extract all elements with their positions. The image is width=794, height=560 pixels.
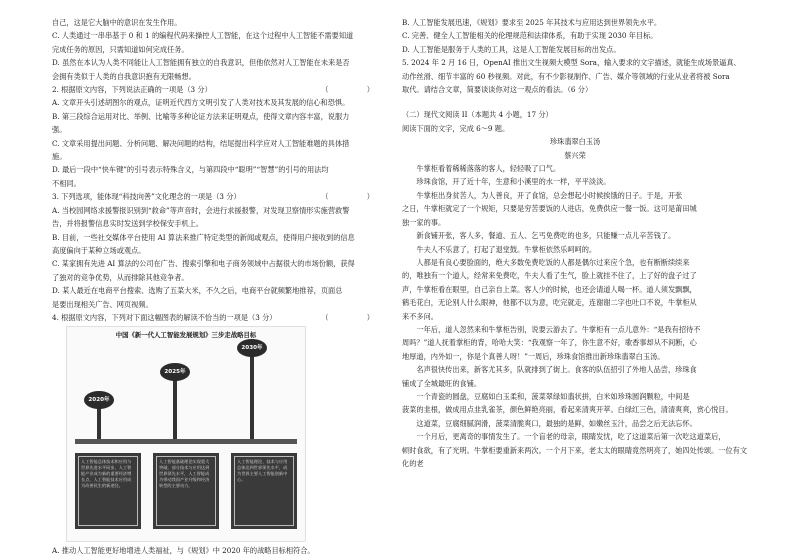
text-line: 自己，这是它大脑中的意识在发生作用。 [52,18,182,27]
option-line: C. 某家拥有先进 AI 算法的公司在广告、搜索引擎和电子商务领域中占据很大的市场份额，获得 [52,259,355,269]
option-line: 高度偏向于某种立场或观点。 [52,245,146,255]
story-line: 的，唯独有一个道人，经常来免费吃，牛夫人看了生气，脸上就挂不住了，上了好的盘子过了 [402,271,697,281]
option-line: A. 推动人工智能更好地增进人类福祉，与《规划》中 2020 年的战略目标相符合。 [52,546,315,556]
answer-paren: （ ） [321,312,382,322]
year-badge-2020: 2020年 [84,391,114,409]
question-5-line: 动作丝滑、细节丰富的 60 秒视频。对此，有不少影视制作、广告、媒介等领域的行业从业者将被 Sora [402,71,730,81]
story-line: 之日，牛掌柜就定了一个规矩，只要是穷苦要饭的人进店，免费供应一餐一饭。这可是莆田城 [402,204,697,214]
story-line: 名声很快传出来，新客尤其多，队就排到了街上。食客的队伍招引了外地人品尝，珍珠食 [416,365,697,375]
right-column [402,16,748,470]
timeline-base [75,439,297,444]
story-line: 来不多问。 [402,311,438,321]
story-line: 鹤毛花白，无论别人什么眼神，他都不以为意，吃完就走，连谢谢二字也吐口不说，牛掌柜从 [402,298,697,308]
pole-2030 [250,349,254,441]
goal-box-2030: 人工智能理论、技术与应用总体达到世界领先水平，成为世界主要人工智能创新中心。 [231,453,297,529]
option-line: D. 人工智能是服务于人类的工具，这是人工智能发展目标的出发点。 [402,44,621,54]
left-column [52,16,392,558]
story-line: 铺成了全城最旺的食铺。 [402,378,482,388]
story-line: 珍珠食馆，开了近十年，生意和小溪里的水一样，平平淡淡。 [416,177,611,187]
figure-title: 中国《新一代人工智能发展规划》三步走战略目标 [115,331,257,340]
option-line: B. 目前，一些社交媒体平台使用 AI 算法来推广特定类型的新闻或观点，使得用户接收到的信息 [52,232,355,242]
story-line: 独一家的事。 [402,217,446,227]
option-line: 不相同。 [52,178,81,188]
goal-box-2020: 人工智能总体技术和应用与世界先进水平同步，人工智能产业成为新的重要经济增长点，人工智能技术应用成为改善民生的新途径。 [75,453,141,529]
text-line: C. 人类通过一串串基于 0 和 1 的编程代码来操控人工智能，在这个过程中人工智能不需要知道 [52,31,354,41]
option-line: C. 完善、健全人工智能相关的伦理规范和法律体系，有助于实现 2030 年目标。 [402,31,658,41]
year-badge-2030: 2030年 [237,339,267,357]
text-line: 完成任务的原因，只需知道如何完成任务。 [52,44,189,54]
story-author: 蔡兴荣 [564,150,586,160]
text-line: D. 虽然在本认为人类不同能让人工智能拥有独立的自我意识，但他依然对人工智能在未来是否 [52,58,350,68]
answer-paren: （ ） [321,192,382,202]
section-heading: （二）现代文阅读 II（本题共 4 小题，17 分） [402,110,553,120]
option-line: 强。 [52,125,67,135]
pole-2025 [173,373,177,441]
story-line: 一年后，道人忽然来和牛掌柜告别，说要云游去了。牛掌柜有一点儿意外：“是我有招待不 [416,324,701,334]
goal-box-2025: 人工智能基础理论实现重大突破，部分技术与应用达到世界领先水平，人工智能成为带动我国产业升级和经济转型的主要动力。 [153,453,219,529]
year-badge-2025: 2025年 [160,363,190,381]
story-line: 一个月后，更离奇的事情发生了。一个盲老的母亲，眼睛发忧，吃了这道菜后第一次吃这道菜后， [416,432,726,442]
question-5-line: 取代。请结合文章，简要谈谈你对这一观点的看法。（6 分） [402,85,593,95]
story-line: 菠菜的韭根，做成用点韭乳雀茶，颜色鲜艳亮丽，看起来清爽开萃。白绿红三色，清清爽爽，赏心悦目。 [402,405,733,415]
story-line: 牛掌柜出身贫苦人，为人善良，开了食馆，总会想起小时候挨饿的日子。于是，开张 [416,190,683,200]
text-line: 会拥有类似于人类的自我意识抱有无限畅想。 [52,71,196,81]
option-line: 是要出现相关广告、网页视频。 [52,299,153,309]
strategy-figure [66,326,306,542]
story-line: 牛掌柜看着稀稀落落的客人，轻轻吸了口气。 [416,164,561,174]
story-line: 周吗？”道人抚着掌柜的背，哈哈大笑：“我观察一年了，你生意不好，歌香事却从不间断，心 [402,338,697,348]
answer-paren: （ ） [321,85,382,95]
question-3-stem: 3. 下列选项，能体现“科技向善”文化理念的一项是（3 分） （ ） [52,190,392,203]
option-line: C. 文章采用提出问题、分析问题、解决问题的结构，结尾提出科学应对人工智能难题的具体措 [52,138,350,148]
story-line: 新食铺开张，客人多，餐道、五人、乞丐免费吃的也多，只能赚一点儿辛苦钱了。 [416,231,676,241]
option-line: B. 第三段综合运用对比、举例、比喻等多种论证方法来证明观点，使得文章内容丰富，说服力 [52,111,350,121]
option-line: D. 最后一段中“快车键”的引号表示特殊含义，与第四段中“聪明”“智慧”的引号的用法均 [52,165,329,175]
option-line: 告，并将报警信息实时发送到学校保安手机上。 [52,219,203,229]
story-line: 一个青瓷的圆盘，豆腐如白玉柔和，菠菜翠绿如翡状拼，白米如珍珠圆润颗粒，中间是 [416,391,690,401]
story-line: 顿时食欲，有了光明。牛掌柜要重新来两次。一个月下来，老太太的眼睛竟然明亮了，她四处传颂。一位有文化的老 [402,445,748,468]
option-line: B. 人工智能发展迅速，《规划》要求至 2025 年其技术与应用达到世界领先水平。 [402,18,662,27]
story-line: 牛夫人不乐意了，打起了退堂鼓。牛掌柜依然乐呵呵的。 [416,244,597,254]
story-line: 这道菜，豆腐细腻润滑，菠菜清脆爽口，最独的是鲜，如嫩丝玉汁，品尝之后无法忘怀。 [416,418,697,428]
question-2-stem: 2. 根据原文内容，下列说法正确的一项是（3 分） （ ） [52,83,392,96]
option-line: 了独对的竞争优势，从而排除其他竞争者。 [52,272,189,282]
question-4-stem: 4. 根据原文内容，下列对下面这幅图表的解读不恰当的一项是（3 分） （ ） [52,311,392,324]
story-line: 地厚道，内外如一，你是个真善人呀！”一周后，珍珠食馆推出新珍珠翡翠白玉汤。 [402,351,665,361]
option-line: A. 文章开头引述胡图尔的观点，证明近代西方文明引发了人类对技术及其发展的信心和恐惧。 [52,98,350,108]
reading-instruction: 阅读下面的文字，完成 6～9 题。 [402,123,510,133]
option-line: A. 当校园网络求援警报识别到“救命”等声音时，会进行求援报警，对发现卫察情形实施营救警 [52,205,350,215]
story-title: 珍珠翡翠白玉汤 [549,137,601,147]
question-5-line: 5. 2024 年 2 月 16 日，OpenAI 推出文生视频大模型 Sora，输入要求的文字描述，就能生成场景逼真、 [402,58,741,68]
story-line: 人都是有良心要脸面的，绝大多数免费吃饭的人都是偶尔过来应个急，也有断断续续来 [416,257,690,267]
option-line: 施。 [52,152,67,162]
story-line: 声，牛掌柜看在眼里，自己亲自上菜。客人少的时候，也还会请道人喝一杯。道人须发飘飘， [402,284,697,294]
option-line: D. 某人最近在电商平台搜索、选购了五菜大米，不久之后，电商平台就频繁地推荐，页面总 [52,286,343,296]
